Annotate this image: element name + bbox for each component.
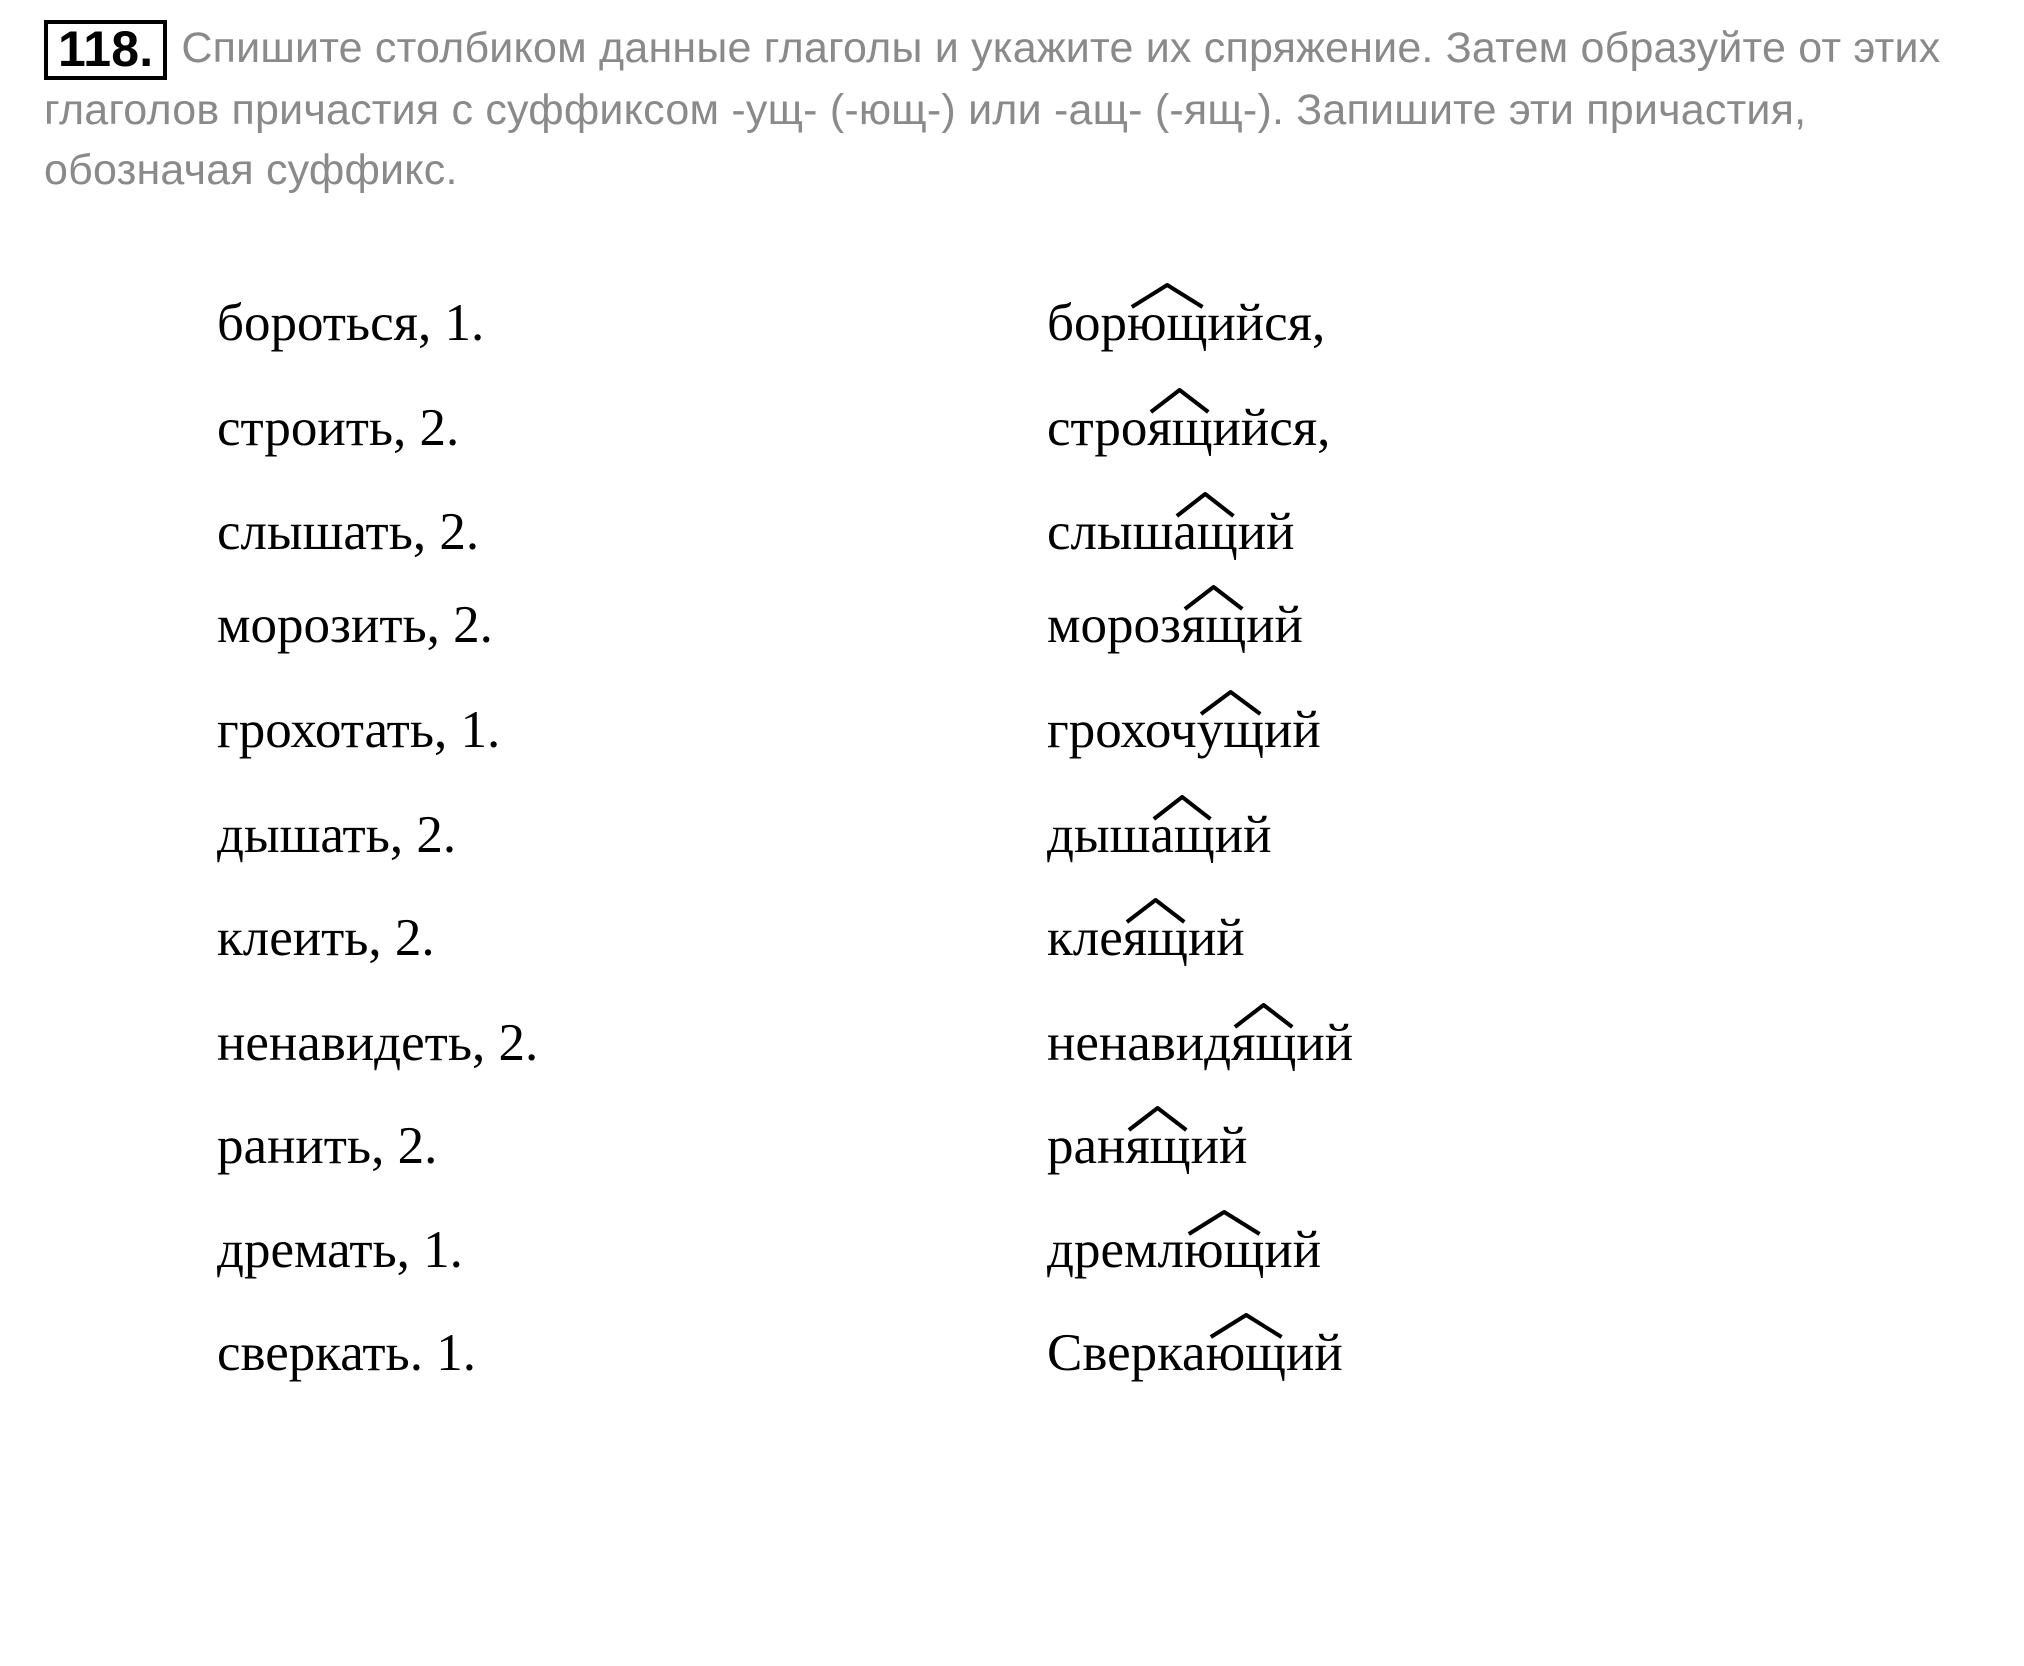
verb-with-conjugation: ненавидеть, 2.: [217, 1014, 539, 1072]
participle-suffix: [1231, 1003, 1296, 1083]
verb-with-conjugation: сверкать. 1.: [217, 1324, 476, 1382]
participle-stem: дыш: [1047, 806, 1151, 864]
participle-suffix: [1206, 1313, 1286, 1393]
verb-with-conjugation: ранить, 2.: [217, 1117, 438, 1175]
participle-stem: Сверка: [1047, 1324, 1206, 1382]
participle: [1047, 898, 1245, 978]
exercise-instruction: Спишите столбиком данные глаголы и укажите их спряжение. Затем образуйте от этих глаголов причастия с суффиксом -ущ- (-ющ-) или -ащ- (-ящ-). Запишите эти причастия, обозначая суффикс.: [44, 24, 1941, 194]
list-item: [0, 1210, 2024, 1290]
participle-suffix: [1150, 795, 1214, 875]
participle-stem: кле: [1047, 909, 1123, 967]
suffix-mark-icon: [1127, 281, 1207, 311]
exercise-number: 118.: [44, 20, 167, 80]
participle-suffix: [1123, 898, 1188, 978]
participle-ending: ий: [1187, 909, 1245, 967]
participle-ending: ийся,: [1212, 399, 1331, 457]
suffix-text: ющ: [1126, 294, 1208, 352]
participle-ending: ий: [1214, 806, 1272, 864]
suffix-mark-icon: [1197, 688, 1264, 718]
suffix-text: ящ: [1125, 1117, 1191, 1175]
participle: [1047, 1106, 1247, 1186]
participle: [1047, 388, 1330, 468]
verb-with-conjugation: строить, 2.: [217, 399, 460, 457]
list-item: [0, 690, 2024, 770]
participle: [1047, 690, 1321, 770]
suffix-mark-icon: [1206, 1311, 1286, 1341]
list-item: [0, 898, 2024, 978]
participle: [1047, 492, 1294, 572]
participle-suffix: [1197, 690, 1264, 770]
verb-with-conjugation: дышать, 2.: [217, 806, 457, 864]
participle-stem: дремл: [1047, 1221, 1184, 1279]
participle: [1047, 1210, 1321, 1290]
participle-stem: бор: [1047, 294, 1127, 352]
suffix-text: ащ: [1150, 806, 1215, 864]
suffix-mark-icon: [1123, 896, 1188, 926]
suffix-mark-icon: [1184, 1208, 1264, 1238]
list-item: [0, 492, 2024, 572]
participle-stem: слыш: [1047, 503, 1174, 561]
suffix-mark-icon: [1150, 793, 1214, 823]
verb-with-conjugation: бороться, 1.: [217, 294, 485, 352]
suffix-text: ящ: [1231, 1014, 1297, 1072]
participle: [1047, 1003, 1353, 1083]
list-item: [0, 388, 2024, 468]
exercise-instruction-block: [44, 18, 2004, 200]
suffix-text: ящ: [1147, 399, 1213, 457]
participle-stem: стро: [1047, 399, 1148, 457]
suffix-mark-icon: [1231, 1001, 1296, 1031]
list-item: [0, 585, 2024, 665]
participle-ending: ий: [1246, 596, 1303, 654]
suffix-text: ющ: [1183, 1221, 1265, 1279]
suffix-text: ящ: [1180, 596, 1247, 654]
list-item: [0, 1003, 2024, 1083]
suffix-mark-icon: [1147, 386, 1212, 416]
list-item: [0, 795, 2024, 875]
participle: [1047, 283, 1325, 363]
suffix-text: ущ: [1196, 701, 1264, 759]
suffix-text: ющ: [1205, 1324, 1286, 1382]
participle-ending: ий: [1264, 701, 1321, 759]
participle-ending: ий: [1296, 1014, 1354, 1072]
suffix-text: ящ: [1122, 909, 1188, 967]
list-item: [0, 1106, 2024, 1186]
suffix-text: ащ: [1173, 503, 1238, 561]
participle: [1047, 795, 1271, 875]
verb-with-conjugation: клеить, 2.: [217, 909, 435, 967]
participle-stem: мороз: [1047, 596, 1181, 654]
list-item: [0, 1313, 2024, 1393]
list-item: [0, 283, 2024, 363]
participle-stem: грохоч: [1047, 701, 1197, 759]
verb-with-conjugation: грохотать, 1.: [217, 701, 501, 759]
participle-stem: ненавид: [1047, 1014, 1232, 1072]
suffix-mark-icon: [1125, 1104, 1190, 1134]
suffix-mark-icon: [1181, 583, 1246, 613]
participle-ending: ий: [1264, 1221, 1322, 1279]
participle-suffix: [1181, 585, 1246, 665]
participle-suffix: [1173, 492, 1237, 572]
participle: [1047, 1313, 1343, 1393]
verb-with-conjugation: морозить, 2.: [217, 596, 493, 654]
participle-suffix: [1147, 388, 1212, 468]
verb-with-conjugation: слышать, 2.: [217, 503, 480, 561]
participle-suffix: [1127, 283, 1207, 363]
verb-with-conjugation: дремать, 1.: [217, 1221, 463, 1279]
participle-ending: ий: [1285, 1324, 1343, 1382]
participle-ending: ий: [1190, 1117, 1248, 1175]
participle-suffix: [1184, 1210, 1264, 1290]
participle-suffix: [1125, 1106, 1190, 1186]
participle-stem: ран: [1047, 1117, 1126, 1175]
participle-ending: ийся,: [1207, 294, 1326, 352]
participle-ending: ий: [1237, 503, 1295, 561]
suffix-mark-icon: [1173, 490, 1237, 520]
participle: [1047, 585, 1303, 665]
